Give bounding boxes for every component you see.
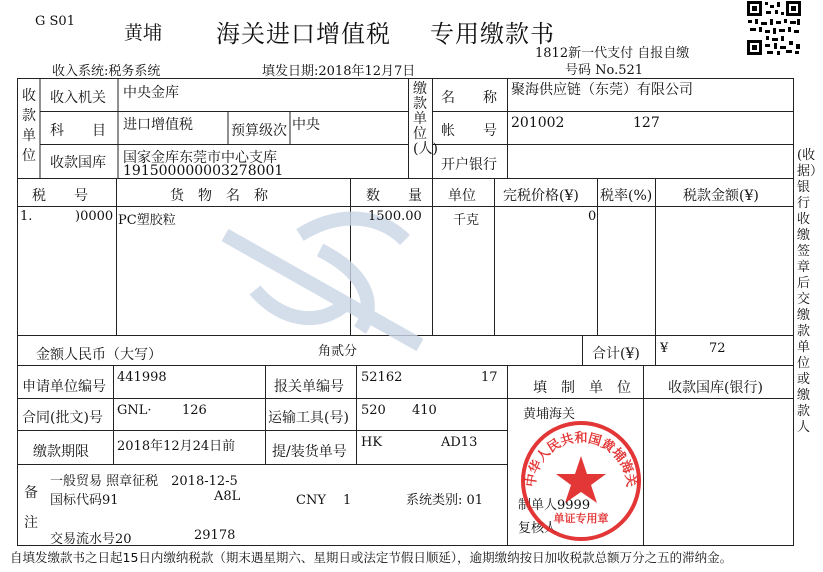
treasury-code: 191500000003278001	[123, 163, 284, 179]
form-code: G S01	[35, 14, 75, 29]
payer-name-value: 聚海供应链（东莞）有限公司	[511, 82, 693, 98]
col-rate: 税率(%)	[600, 188, 653, 204]
number-label: 号码 No.521	[565, 63, 644, 78]
remarks-line2-d: 系统类别: 01	[406, 493, 484, 508]
subject-label: 科 目	[50, 123, 106, 139]
treasury-value: 国家金库东莞市中心支库	[123, 150, 277, 166]
account-value-1: 201002	[511, 115, 565, 131]
filler-label: 填 制 单 位	[533, 380, 631, 396]
bank-label: 开户银行	[441, 157, 497, 173]
footer-note: 自填发缴款书之日起15日内缴纳税款（期末遇星期六、星期日或法定节假日顺延），逾期缴纳按日加收税款总额万分之五的滞纳金。	[10, 550, 733, 565]
row-tax-no: 1.	[20, 209, 33, 224]
col-amount: 税款金额(¥)	[683, 188, 759, 204]
declaration-value-2: 17	[481, 370, 498, 385]
budget-label: 预算级次	[231, 123, 287, 139]
remarks-line2-c: CNY 1	[296, 493, 352, 508]
row-price: 0	[588, 209, 597, 224]
row-unit: 千克	[453, 213, 480, 228]
subject-value: 进口增值税	[123, 117, 193, 133]
remarks-line3-b: 29178	[194, 528, 236, 543]
review-label: 复核人	[518, 521, 558, 536]
declaration-label: 报关单编号	[274, 379, 344, 395]
deadline-value: 2018年12月24日前	[117, 439, 236, 454]
payer-name-label: 名 称	[441, 90, 497, 106]
seal-star-icon	[556, 456, 606, 503]
total-label: 合计(¥)	[592, 346, 640, 362]
budget-value: 中央	[292, 117, 320, 133]
col-quantity: 数 量	[366, 188, 422, 204]
treasury-label: 收款国库	[50, 155, 106, 171]
account-label: 帐 号	[441, 123, 497, 139]
receiver-side-label: 收款单位	[22, 88, 36, 164]
total-currency: ¥	[660, 341, 669, 356]
fill-date: 填发日期:2018年12月7日	[262, 64, 416, 79]
account-value-2: 127	[633, 115, 660, 131]
remarks-line2-b: A8L	[214, 489, 241, 504]
customs-name: 黄埔	[124, 22, 163, 44]
org-label: 收入机关	[50, 90, 106, 106]
amount-cn-label: 金额人民币（大写）	[36, 347, 162, 363]
transport-value-2: 410	[412, 403, 437, 418]
deadline-label: 缴款期限	[33, 444, 89, 460]
transport-label: 运输工具(号)	[268, 410, 349, 426]
seal-bottom-text: 单证专用章	[553, 512, 609, 525]
maker-label: 制单人9999	[518, 498, 591, 513]
payer-side-label: 缴款单位(人)	[413, 81, 438, 157]
treasury-bank-label: 收款国库(银行)	[668, 380, 763, 396]
amount-cn-value: 角贰分	[318, 344, 358, 359]
col-goods-name: 货 物 名 称	[170, 188, 268, 204]
remarks-line2-a: 国标代码91	[50, 493, 119, 508]
bill-label: 提/装货单号	[272, 444, 347, 460]
bill-value-1: HK	[361, 435, 383, 450]
contract-value-1: GNL·	[117, 403, 152, 418]
customs-seal	[518, 418, 644, 544]
remarks-label: 备注	[24, 485, 38, 531]
contract-value-2: 126	[182, 403, 207, 418]
filler-value: 黄埔海关	[523, 407, 576, 422]
total-value: 72	[709, 341, 726, 356]
row-tax-no-tail: )0000	[75, 209, 114, 224]
transport-value-1: 520	[361, 403, 386, 418]
col-price: 完税价格(¥)	[503, 188, 579, 204]
seal-ring-text: 中华人民共和国黄埔海关	[523, 431, 639, 489]
side-note: (收据）银行收缴签章后交缴款单位或缴款人	[797, 148, 823, 435]
row-quantity: 1500.00	[368, 209, 422, 224]
col-unit: 单位	[448, 188, 476, 204]
income-system: 收入系统:税务系统	[52, 64, 161, 79]
col-tax-no: 税 号	[32, 188, 88, 204]
row-goods-name: PC塑胶粒	[118, 213, 176, 228]
form-title: 海关进口增值税	[216, 20, 391, 48]
remarks-line1: 一般贸易 照章征税 2018-12-5	[50, 474, 238, 489]
form-title-suffix: 专用缴款书	[430, 20, 555, 48]
applicant-label: 申请单位编号	[22, 379, 106, 395]
org-value: 中央金库	[123, 85, 179, 101]
declaration-value-1: 52162	[361, 370, 403, 385]
contract-label: 合同(批文)号	[22, 410, 103, 426]
pay-info: 1812新一代支付 自报自缴	[535, 46, 690, 61]
remarks-line3-a: 交易流水号20	[50, 532, 132, 547]
bill-value-2: AD13	[441, 435, 478, 450]
applicant-value: 441998	[117, 370, 167, 385]
watermark-emblem	[225, 219, 420, 345]
